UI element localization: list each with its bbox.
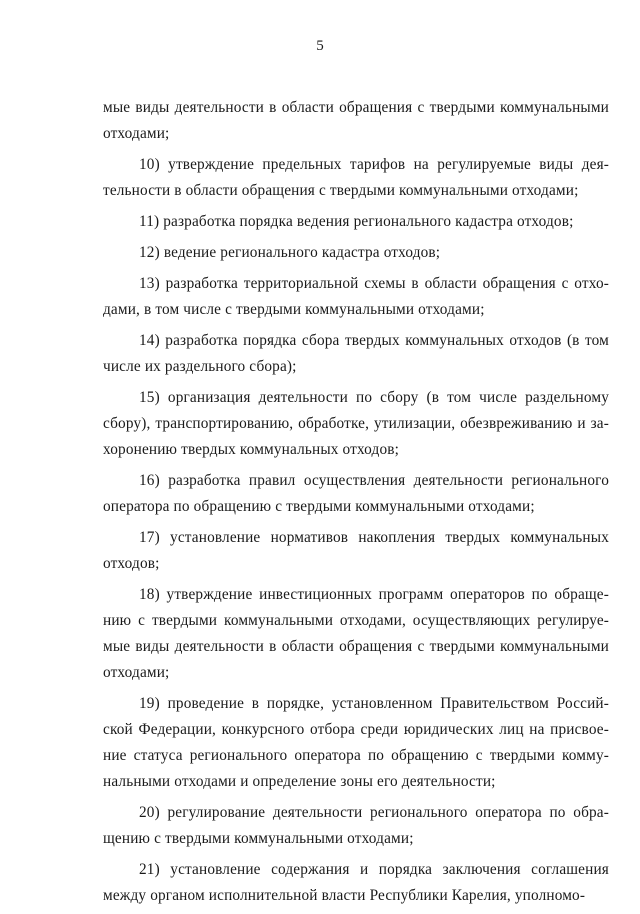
paragraph-line: 18) утверждение инвестиционных программ операторов по обраще- xyxy=(139,586,609,603)
paragraph-line: числе их раздельного сбора); xyxy=(103,358,297,375)
paragraph-line: оператора по обращению с твердыми коммунальными отходами; xyxy=(103,498,535,515)
paragraph-line: тельности в области обращения с твердыми коммунальными отходами; xyxy=(103,182,579,199)
paragraph xyxy=(103,691,609,795)
paragraph-line: отходов; xyxy=(103,555,160,572)
paragraph xyxy=(103,857,609,909)
paragraph xyxy=(103,209,609,235)
paragraph-line: хоронению твердых коммунальных отходов; xyxy=(103,441,400,458)
paragraph-line: 10) утверждение предельных тарифов на регулируемые виды дея- xyxy=(139,156,609,173)
paragraph-line: 11) разработка порядка ведения регионального кадастра отходов; xyxy=(139,213,574,230)
paragraph-line: нию с твердыми коммунальными отходами, осуществляющих регулируе- xyxy=(103,612,609,629)
paragraph-line: 14) разработка порядка сбора твердых коммунальных отходов (в том xyxy=(139,332,609,349)
document-body xyxy=(103,95,609,914)
paragraph xyxy=(103,582,609,686)
paragraph-line: 21) установление содержания и порядка заключения соглашения xyxy=(139,861,609,878)
paragraph-line: 17) установление нормативов накопления твердых коммунальных xyxy=(139,529,609,546)
paragraph-line: мые виды деятельности в области обращения с твердыми коммунальными xyxy=(103,638,609,655)
paragraph-line: мые виды деятельности в области обращения с твердыми коммунальными xyxy=(103,99,609,116)
paragraph xyxy=(103,240,609,266)
paragraph xyxy=(103,800,609,852)
paragraph-line: сбору), транспортированию, обработке, утилизации, обезвреживанию и за- xyxy=(103,415,609,432)
paragraph-line: 20) регулирование деятельности регионального оператора по обра- xyxy=(139,804,609,821)
paragraph xyxy=(103,152,609,204)
paragraph-line: 19) проведение в порядке, установленном Правительством Россий- xyxy=(139,695,609,712)
paragraph-line: 15) организация деятельности по сбору (в том числе раздельному xyxy=(139,389,609,406)
paragraph-line: щению с твердыми коммунальными отходами; xyxy=(103,830,414,847)
paragraph-line: между органом исполнительной власти Республики Карелия, уполномо- xyxy=(103,887,586,904)
paragraph-line: 13) разработка территориальной схемы в области обращения с отхо- xyxy=(139,275,609,292)
paragraph-line: отходами; xyxy=(103,125,170,142)
paragraph xyxy=(103,328,609,380)
paragraph-line: нальными отходами и определение зоны его деятельности; xyxy=(103,773,496,790)
paragraph-line: 12) ведение регионального кадастра отходов; xyxy=(139,244,441,261)
paragraph xyxy=(103,525,609,577)
paragraph-line: 16) разработка правил осуществления деятельности регионального xyxy=(139,472,609,489)
page-number: 5 xyxy=(316,38,324,54)
paragraph xyxy=(103,468,609,520)
paragraph-line: ние статуса регионального оператора по обращению с твердыми комму- xyxy=(103,747,609,764)
paragraph-line: отходами; xyxy=(103,664,170,681)
paragraph-line: дами, в том числе с твердыми коммунальными отходами; xyxy=(103,301,485,318)
paragraph xyxy=(103,385,609,463)
paragraph xyxy=(103,95,609,147)
paragraph-line: ской Федерации, конкурсного отбора среди юридических лиц на присвое- xyxy=(103,721,609,738)
paragraph xyxy=(103,271,609,323)
